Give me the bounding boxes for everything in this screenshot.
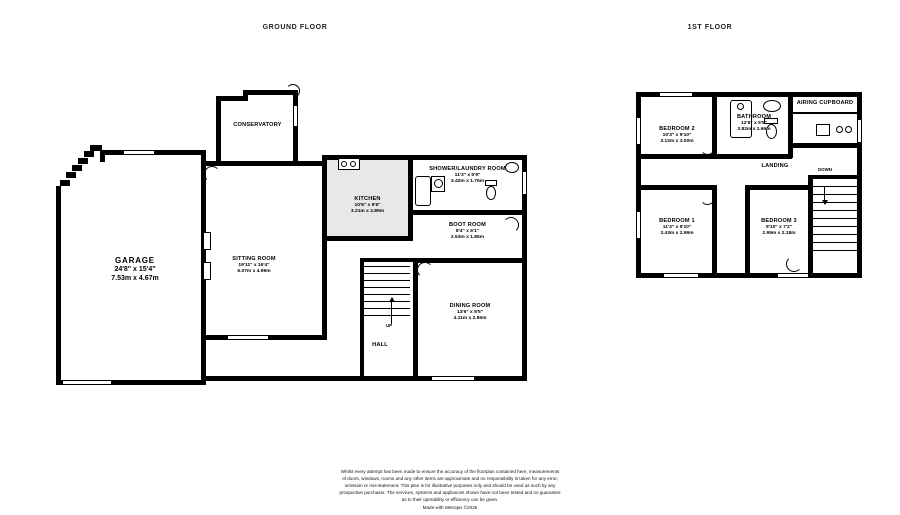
room-bedroom-2-metric: 3.12m x 3.00m <box>660 139 694 145</box>
airing-cupboard-tank-icon <box>816 124 830 136</box>
room-conservatory-name: CONSERVATORY <box>233 122 282 128</box>
airing-cupboard-shelf <box>788 112 858 114</box>
hall-wall-top <box>360 258 414 262</box>
conservatory-wall-top-a <box>216 96 244 101</box>
ff-stair-tread <box>813 242 858 243</box>
room-boot-imperial: 8'4" x 6'1" <box>455 229 480 235</box>
airing-cupboard-valve2-icon <box>845 126 852 133</box>
room-boot <box>400 222 535 242</box>
ff-stair-tread <box>813 210 858 211</box>
garage-wall-angle-4 <box>78 158 88 164</box>
stair-tread <box>364 315 410 316</box>
ground-floor-title: GROUND FLOOR <box>262 24 328 31</box>
disclaimer-line-6: Made with Metropix ©2025 <box>422 504 478 510</box>
room-bedroom-1-metric: 3.43m x 2.99m <box>660 231 694 237</box>
room-bedroom-2 <box>640 126 714 146</box>
room-bathroom-imperial: 12'6" x 5'5" <box>740 121 767 127</box>
room-landing <box>740 163 810 170</box>
room-dining-metric: 4.11m x 2.56m <box>453 316 487 322</box>
room-boot-metric: 2.53m x 1.85m <box>450 235 485 241</box>
room-bedroom-3-metric: 2.99m x 2.18m <box>762 231 796 237</box>
room-airing-cupboard <box>790 100 860 107</box>
disclaimer-line-4: prospective purchaser. The services, systems and appliances shown have not been tested and no guarantee <box>339 490 561 496</box>
room-kitchen-name: KITCHEN <box>354 196 381 202</box>
room-sitting-name: SITTING ROOM <box>232 256 276 262</box>
room-kitchen-imperial: 10'6" x 9'6" <box>354 203 381 209</box>
room-sitting <box>198 256 310 276</box>
disclaimer-line-3: omission or mis-statement. This plan is for illustrative purposes only and should be used as such by any <box>344 483 556 489</box>
room-bedroom-3-imperial: 9'10" x 7'2" <box>765 225 792 231</box>
room-garage-name: GARAGE <box>115 256 155 265</box>
stair-direction-stem <box>391 302 392 324</box>
disclaimer-line-2: of doors, windows, rooms and any other items are approximate and no responsibility is taken for any error, <box>342 476 558 482</box>
hall-wall-left <box>360 258 364 380</box>
room-garage-imperial: 24'8" x 15'4" <box>114 266 156 274</box>
garage-wall-angle-5 <box>84 151 94 157</box>
room-garage-metric: 7.53m x 4.67m <box>111 275 159 283</box>
stair-tread <box>364 294 410 295</box>
airing-cupboard-valve-icon <box>836 126 843 133</box>
ff-stair-tread <box>813 202 858 203</box>
conservatory-wall-left <box>216 96 221 166</box>
room-sitting-imperial: 19'11" x 16'4" <box>238 263 270 269</box>
kitchen-sink-bowl-icon <box>341 161 347 167</box>
garage-window-top <box>124 150 154 155</box>
hall-wall-bottom <box>360 376 416 381</box>
stair-tread <box>364 301 410 302</box>
fireplace-icon <box>203 232 211 250</box>
stair-down-arrow-icon <box>822 200 828 205</box>
sitting-room-wall-right <box>322 241 327 340</box>
room-kitchen-metric: 3.21m x 2.89m <box>350 209 385 215</box>
room-garage <box>60 256 210 284</box>
room-bedroom-1-imperial: 11'3" x 9'10" <box>662 225 692 231</box>
room-bedroom-1-name: BEDROOM 1 <box>659 218 695 224</box>
disclaimer-line-5: as to their operability or efficiency can be given. <box>401 497 499 503</box>
room-bedroom-3 <box>742 218 816 238</box>
ff-stair-tread <box>813 226 858 227</box>
room-sitting-metric: 6.07m x 4.99m <box>237 269 271 275</box>
shower-room-wall-bottom <box>408 210 527 215</box>
room-landing-name: LANDING <box>761 163 789 169</box>
room-dining <box>405 303 535 323</box>
boot-room-wall-bottom <box>413 258 527 263</box>
dining-room-door-arc <box>417 262 433 278</box>
room-boot-name: BOOT ROOM <box>449 222 486 228</box>
sitting-room-door-arc <box>204 166 220 182</box>
ff-stair-tread <box>813 250 858 251</box>
room-shower-laundry <box>400 166 535 186</box>
front-wall-bottom <box>201 376 363 381</box>
bedroom1-door-arc <box>700 190 715 205</box>
garage-wall-angle-1 <box>60 180 70 186</box>
airing-cupboard-wall-bottom <box>788 143 862 148</box>
conservatory-door-arc <box>286 84 300 98</box>
toilet-icon <box>486 186 496 200</box>
room-shower-laundry-imperial: 11'3" x 5'9" <box>454 173 481 179</box>
bedroom2-window-top <box>660 92 692 97</box>
kitchen-wall-top <box>322 155 412 160</box>
stairs-down-label: DOWN <box>818 167 832 172</box>
garage-wall-top-b <box>154 150 206 155</box>
room-shower-laundry-metric: 3.42m x 1.76m <box>450 179 485 185</box>
bedroom3-window-bottom <box>778 273 808 278</box>
room-dining-imperial: 13'6" x 8'5" <box>456 310 483 316</box>
ff-stair-tread <box>813 218 858 219</box>
kitchen-sink-bowl2-icon <box>350 161 356 167</box>
sitting-room-window-bottom <box>228 335 268 340</box>
room-hall-name: HALL <box>372 342 388 348</box>
ff-stair-tread <box>813 234 858 235</box>
garage-door-opening <box>63 380 111 385</box>
room-conservatory <box>210 122 305 129</box>
stair-tread <box>364 287 410 288</box>
room-dining-name: DINING ROOM <box>449 303 491 309</box>
stairs-up-label: UP <box>386 323 393 328</box>
stair-tread <box>364 308 410 309</box>
airing-cupboard-window-right <box>857 120 862 142</box>
shower-room-wall-top <box>408 155 527 160</box>
room-bedroom-3-name: BEDROOM 3 <box>761 218 797 224</box>
sitting-room-wall-top-b <box>238 161 324 166</box>
room-hall <box>350 342 410 349</box>
disclaimer-text <box>250 468 650 511</box>
bath-tap-icon <box>737 103 744 110</box>
garage-wall-angle-2 <box>66 172 76 178</box>
garage-wall-left <box>56 186 61 385</box>
garage-wall-angle-3 <box>72 165 82 171</box>
room-shower-laundry-name: SHOWER/LAUNDRY ROOM <box>429 166 506 172</box>
ff-stair-tread <box>813 194 858 195</box>
room-airing-cupboard-name: AIRING CUPBOARD <box>796 100 854 106</box>
dining-room-window-bottom <box>432 376 474 381</box>
room-bedroom-2-name: BEDROOM 2 <box>659 126 695 132</box>
stair-tread <box>364 266 410 267</box>
bathroom-basin-icon <box>763 100 781 112</box>
room-bathroom-name: BATHROOM <box>736 114 772 120</box>
room-bedroom-1 <box>640 218 714 238</box>
landing-wall-bedroom3-top <box>745 185 813 190</box>
ff-stair-tread <box>813 186 858 187</box>
room-kitchen <box>320 196 415 216</box>
garage-wall-top-a <box>100 150 124 155</box>
disclaimer-line-1: Whilst every attempt has been made to ensure the accuracy of the floorplan contained here, measurements <box>340 469 560 474</box>
bathroom-wall-bottom <box>712 154 792 159</box>
stair-up-arrow-icon <box>389 297 395 302</box>
conservatory-wall-right-b <box>293 126 298 166</box>
first-floor-title: 1ST FLOOR <box>687 24 733 31</box>
stair-tread <box>364 273 410 274</box>
bedroom1-window-bottom <box>664 273 698 278</box>
stairwell-wall-top <box>808 175 858 179</box>
stair-tread <box>364 280 410 281</box>
room-bathroom-metric: 3.82m x 1.66m <box>737 127 771 133</box>
room-bedroom-2-imperial: 10'3" x 9'10" <box>662 133 692 139</box>
room-bathroom <box>715 114 793 134</box>
bedroom3-door-arc <box>786 256 802 272</box>
